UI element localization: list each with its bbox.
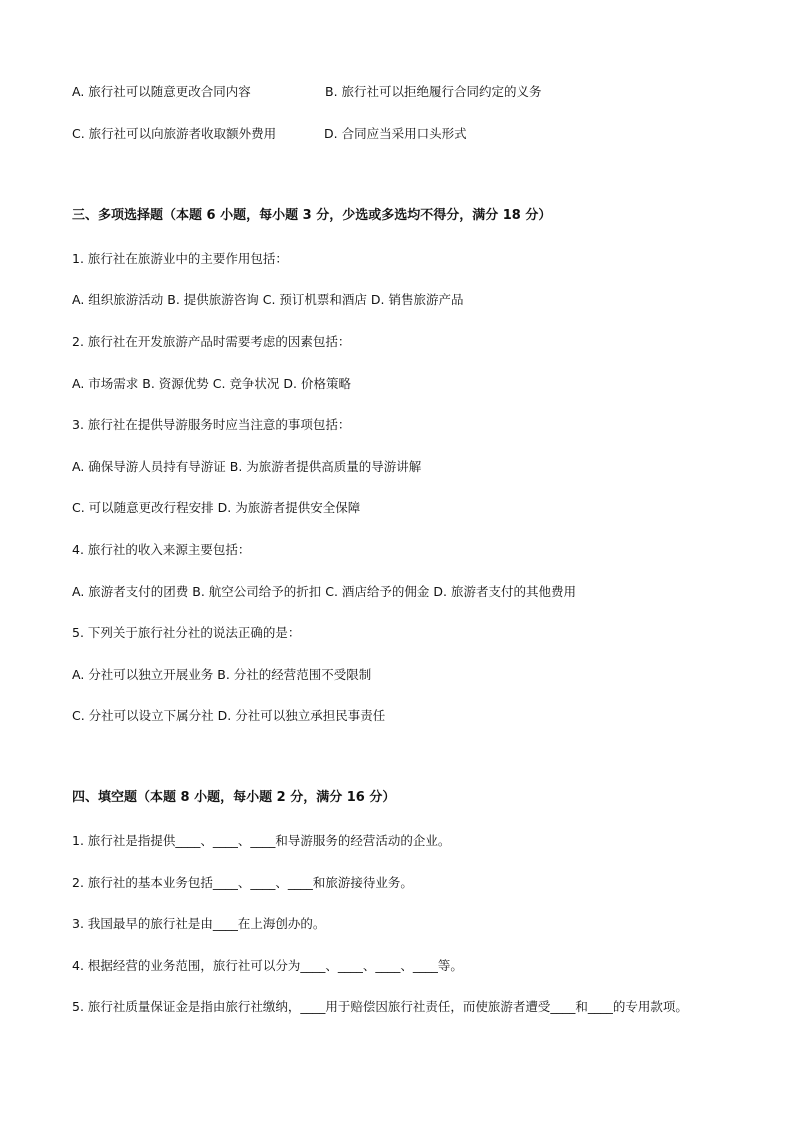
question-options: A. 确保导游人员持有导游证 B. 为旅游者提供高质量的导游讲解 (72, 459, 422, 474)
question-text: 1. 旅行社在旅游业中的主要作用包括： (72, 251, 288, 266)
question-text: 5. 下列关于旅行社分社的说法正确的是： (72, 625, 301, 640)
section-heading-multiple-choice: 三、多项选择题（本题 6 小题，每小题 3 分，少选或多选均不得分，满分 18 分） (72, 208, 552, 223)
fill-question: 5. 旅行社质量保证金是指由旅行社缴纳，____用于赔偿因旅行社责任，而使旅游者遭受____和____的专用款项。 (72, 999, 688, 1014)
fill-question: 2. 旅行社的基本业务包括____、____、____和旅游接待业务。 (72, 875, 413, 890)
option-a: A. 旅行社可以随意更改合同内容 (72, 84, 251, 99)
question-options: A. 市场需求 B. 资源优势 C. 竞争状况 D. 价格策略 (72, 376, 351, 391)
fill-question: 3. 我国最早的旅行社是由____在上海创办的。 (72, 916, 326, 931)
question-options: A. 分社可以独立开展业务 B. 分社的经营范围不受限制 (72, 667, 372, 682)
question-options: A. 旅游者支付的团费 B. 航空公司给予的折扣 C. 酒店给予的佣金 D. 旅游者支付的其他费用 (72, 584, 576, 599)
question-options: A. 组织旅游活动 B. 提供旅游咨询 C. 预订机票和酒店 D. 销售旅游产品 (72, 292, 464, 307)
question-text: 3. 旅行社在提供导游服务时应当注意的事项包括： (72, 417, 351, 432)
section-heading-fill-in-blank: 四、填空题（本题 8 小题，每小题 2 分，满分 16 分） (72, 790, 396, 805)
option-c: C. 旅行社可以向旅游者收取额外费用 (72, 126, 277, 141)
question-options: C. 可以随意更改行程安排 D. 为旅游者提供安全保障 (72, 500, 361, 515)
question-text: 2. 旅行社在开发旅游产品时需要考虑的因素包括： (72, 334, 351, 349)
question-text: 4. 旅行社的收入来源主要包括： (72, 542, 251, 557)
fill-question: 1. 旅行社是指提供____、____、____和导游服务的经营活动的企业。 (72, 833, 451, 848)
option-b: B. 旅行社可以拒绝履行合同约定的义务 (325, 84, 542, 99)
fill-question: 4. 根据经营的业务范围，旅行社可以分为____、____、____、____等。 (72, 958, 463, 973)
question-options: C. 分社可以设立下属分社 D. 分社可以独立承担民事责任 (72, 708, 386, 723)
option-d: D. 合同应当采用口头形式 (324, 126, 467, 141)
